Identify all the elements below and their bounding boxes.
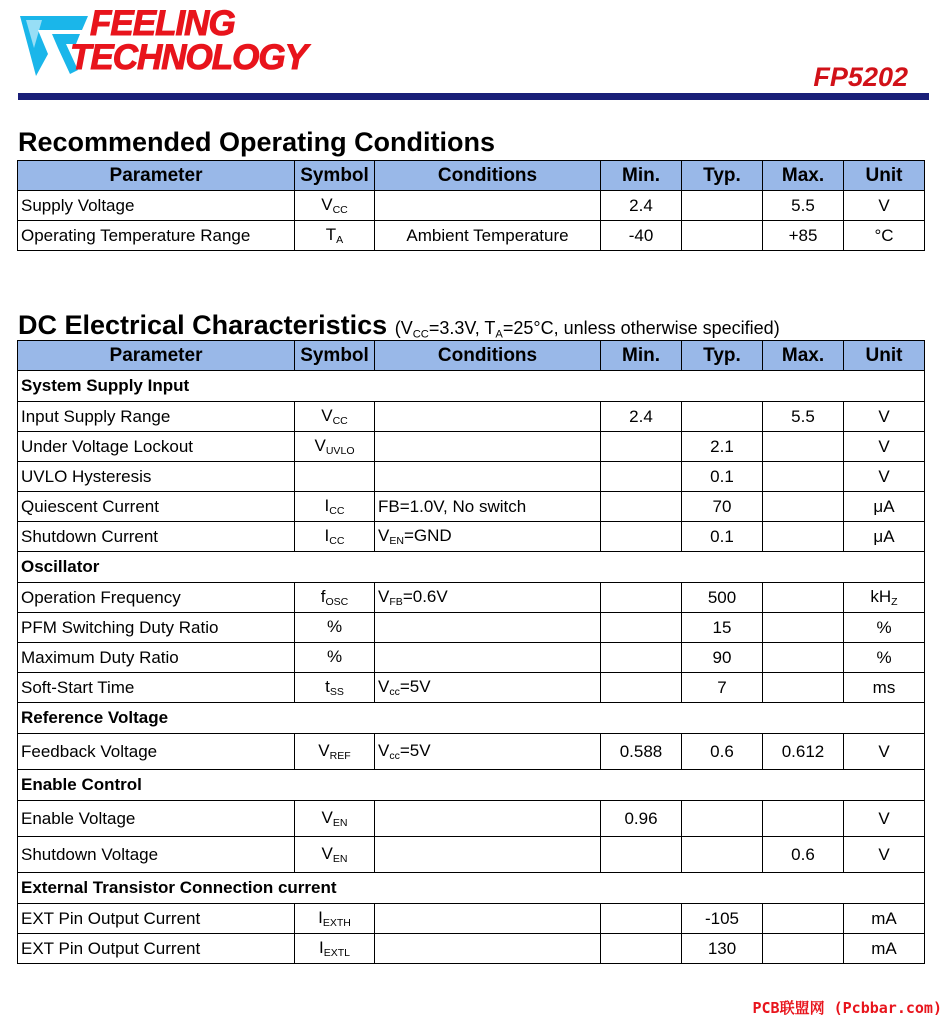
table-row xyxy=(18,583,925,613)
unit-main: V xyxy=(878,195,890,215)
param-cell: PFM Switching Duty Ratio xyxy=(18,613,295,643)
section-title-operating: Recommended Operating Conditions xyxy=(18,127,496,157)
symbol-cell xyxy=(295,402,375,432)
symbol-main: f xyxy=(320,586,326,606)
column-header: Parameter xyxy=(18,341,295,371)
min-cell xyxy=(601,432,682,462)
column-header: Typ. xyxy=(682,161,763,191)
table-header-row xyxy=(18,161,925,191)
typ-cell xyxy=(682,801,763,837)
conditions-rest: =GND xyxy=(403,525,452,545)
operating-conditions-table xyxy=(17,160,925,251)
dc-title-text: DC Electrical Characteristics xyxy=(18,310,388,340)
symbol-main: I xyxy=(324,525,330,545)
max-cell xyxy=(763,673,844,703)
symbol-cell xyxy=(295,801,375,837)
param-cell: Supply Voltage xyxy=(18,191,295,221)
unit-cell xyxy=(844,583,925,613)
symbol-sub: CC xyxy=(329,535,345,548)
max-cell xyxy=(763,904,844,934)
conditions-cell xyxy=(375,522,601,552)
watermark-text: PCB联盟网 (Pcbbar.com) xyxy=(752,999,942,1017)
symbol-main: V xyxy=(321,807,333,827)
typ-cell xyxy=(682,837,763,873)
unit-cell xyxy=(844,904,925,934)
symbol-sub: REF xyxy=(329,750,351,763)
unit-main: °C xyxy=(874,225,894,245)
section-title-dc xyxy=(18,310,780,341)
max-cell xyxy=(763,432,844,462)
typ-cell: 0.1 xyxy=(682,462,763,492)
unit-sub: Z xyxy=(891,596,898,609)
section-row xyxy=(18,552,925,583)
min-cell: 2.4 xyxy=(601,191,682,221)
column-header: Max. xyxy=(763,161,844,191)
symbol-cell xyxy=(295,673,375,703)
column-header: Typ. xyxy=(682,341,763,371)
symbol-main: V xyxy=(314,435,326,455)
min-cell xyxy=(601,934,682,964)
unit-main: mA xyxy=(871,908,897,928)
column-header: Parameter xyxy=(18,161,295,191)
unit-main: V xyxy=(878,808,890,828)
unit-main: V xyxy=(878,406,890,426)
symbol-cell xyxy=(295,904,375,934)
section-label: Oscillator xyxy=(18,552,925,583)
column-header: Max. xyxy=(763,341,844,371)
min-cell: 0.96 xyxy=(601,801,682,837)
max-cell: 5.5 xyxy=(763,402,844,432)
conditions-cell xyxy=(375,583,601,613)
conditions-sub: cc xyxy=(389,750,400,763)
param-cell: EXT Pin Output Current xyxy=(18,904,295,934)
symbol-main: V xyxy=(318,740,330,760)
dc-conditions-note: ($V_{CC}=3.3V$, $T_A=25^\circ C$, unless otherwise specified) xyxy=(394,318,780,341)
min-cell xyxy=(601,522,682,552)
unit-cell xyxy=(844,801,925,837)
symbol-cell xyxy=(295,734,375,770)
symbol-main: % xyxy=(326,646,343,666)
table-row xyxy=(18,837,925,873)
table-row xyxy=(18,221,925,251)
conditions-cell xyxy=(375,904,601,934)
conditions-main: V xyxy=(378,525,390,545)
max-cell xyxy=(763,492,844,522)
symbol-main: I xyxy=(318,937,324,957)
max-cell xyxy=(763,583,844,613)
symbol-cell xyxy=(295,643,375,673)
table-row xyxy=(18,904,925,934)
column-header: Unit xyxy=(844,341,925,371)
max-cell xyxy=(763,522,844,552)
unit-cell xyxy=(844,462,925,492)
conditions-cell xyxy=(375,673,601,703)
unit-cell xyxy=(844,402,925,432)
param-cell: Shutdown Current xyxy=(18,522,295,552)
conditions-cell xyxy=(375,734,601,770)
symbol-cell xyxy=(295,221,375,251)
typ-cell xyxy=(682,191,763,221)
symbol-sub: EN xyxy=(332,853,348,866)
conditions-rest: =0.6V xyxy=(402,586,448,606)
conditions-sub: FB xyxy=(389,596,403,609)
column-header: Conditions xyxy=(375,341,601,371)
max-cell xyxy=(763,643,844,673)
typ-cell: 70 xyxy=(682,492,763,522)
symbol-sub: CC xyxy=(332,204,348,217)
min-cell: 2.4 xyxy=(601,402,682,432)
max-cell xyxy=(763,613,844,643)
unit-main: V xyxy=(878,466,890,486)
symbol-main: % xyxy=(326,616,343,636)
table-row xyxy=(18,673,925,703)
unit-cell xyxy=(844,643,925,673)
symbol-main: I xyxy=(318,907,323,927)
unit-cell xyxy=(844,221,925,251)
symbol-cell xyxy=(295,837,375,873)
symbol-main: V xyxy=(321,405,333,425)
symbol-main: T xyxy=(325,224,337,244)
brand-line-2: TECHNOLOGY xyxy=(70,38,307,77)
symbol-main: V xyxy=(321,194,333,214)
section-label: Enable Control xyxy=(18,770,925,801)
unit-main: V xyxy=(878,844,890,864)
conditions-cell xyxy=(375,432,601,462)
param-cell: Enable Voltage xyxy=(18,801,295,837)
symbol-sub: EXTL xyxy=(323,947,351,960)
min-cell xyxy=(601,643,682,673)
table-row xyxy=(18,492,925,522)
typ-cell: 15 xyxy=(682,613,763,643)
min-cell xyxy=(601,904,682,934)
column-header: Symbol xyxy=(295,341,375,371)
max-cell xyxy=(763,934,844,964)
max-cell: 0.612 xyxy=(763,734,844,770)
conditions-cell xyxy=(375,643,601,673)
symbol-sub: SS xyxy=(329,686,344,699)
header-rule xyxy=(18,93,929,100)
min-cell xyxy=(601,492,682,522)
table-row xyxy=(18,934,925,964)
section-label: External Transistor Connection current xyxy=(18,873,925,904)
max-cell xyxy=(763,462,844,492)
table-row xyxy=(18,402,925,432)
symbol-cell xyxy=(295,462,375,492)
min-cell xyxy=(601,462,682,492)
typ-cell: -105 xyxy=(682,904,763,934)
min-cell xyxy=(601,837,682,873)
section-row xyxy=(18,770,925,801)
symbol-cell xyxy=(295,583,375,613)
conditions-main: FB=1.0V, No switch xyxy=(378,496,527,516)
part-number: FP5202 xyxy=(813,62,908,92)
symbol-sub: EXTH xyxy=(322,917,351,930)
param-cell: Under Voltage Lockout xyxy=(18,432,295,462)
conditions-cell xyxy=(375,492,601,522)
section-row xyxy=(18,873,925,904)
conditions-rest: =5V xyxy=(399,676,431,696)
conditions-cell xyxy=(375,402,601,432)
conditions-main: V xyxy=(378,676,390,696)
section-row xyxy=(18,703,925,734)
symbol-sub: EN xyxy=(332,817,348,830)
unit-cell xyxy=(844,522,925,552)
symbol-cell xyxy=(295,522,375,552)
column-header: Symbol xyxy=(295,161,375,191)
column-header: Conditions xyxy=(375,161,601,191)
conditions-main: Ambient Temperature xyxy=(406,225,569,245)
typ-cell: 0.1 xyxy=(682,522,763,552)
section-row xyxy=(18,371,925,402)
typ-cell xyxy=(682,402,763,432)
unit-main: ms xyxy=(872,677,896,697)
conditions-rest: =5V xyxy=(399,740,431,760)
symbol-cell xyxy=(295,432,375,462)
min-cell: -40 xyxy=(601,221,682,251)
unit-main: kH xyxy=(870,586,892,606)
table-header-row xyxy=(18,341,925,371)
conditions-cell xyxy=(375,801,601,837)
param-cell: Input Supply Range xyxy=(18,402,295,432)
min-cell xyxy=(601,613,682,643)
param-cell: Shutdown Voltage xyxy=(18,837,295,873)
min-cell xyxy=(601,583,682,613)
symbol-cell xyxy=(295,613,375,643)
column-header: Min. xyxy=(601,341,682,371)
unit-cell xyxy=(844,492,925,522)
unit-main: V xyxy=(878,741,890,761)
conditions-cell xyxy=(375,191,601,221)
table-row xyxy=(18,191,925,221)
unit-main: mA xyxy=(871,938,897,958)
symbol-main: t xyxy=(325,676,330,696)
unit-cell xyxy=(844,837,925,873)
symbol-sub: CC xyxy=(329,505,345,518)
typ-cell: 90 xyxy=(682,643,763,673)
unit-main: % xyxy=(876,647,892,667)
param-cell: EXT Pin Output Current xyxy=(18,934,295,964)
unit-main: μA xyxy=(873,526,895,546)
symbol-sub: OSC xyxy=(325,596,349,609)
param-cell: Operating Temperature Range xyxy=(18,221,295,251)
symbol-main: I xyxy=(324,495,330,515)
conditions-cell xyxy=(375,837,601,873)
conditions-sub: cc xyxy=(389,686,400,699)
symbol-cell xyxy=(295,934,375,964)
company-logo xyxy=(18,4,338,86)
unit-cell xyxy=(844,432,925,462)
table-row xyxy=(18,734,925,770)
param-cell: Operation Frequency xyxy=(18,583,295,613)
min-cell xyxy=(601,673,682,703)
conditions-cell xyxy=(375,613,601,643)
section-label: System Supply Input xyxy=(18,371,925,402)
unit-cell xyxy=(844,613,925,643)
table-row xyxy=(18,432,925,462)
param-cell: Maximum Duty Ratio xyxy=(18,643,295,673)
max-cell: 0.6 xyxy=(763,837,844,873)
min-cell: 0.588 xyxy=(601,734,682,770)
unit-cell xyxy=(844,734,925,770)
unit-cell xyxy=(844,673,925,703)
unit-cell xyxy=(844,934,925,964)
table-row xyxy=(18,801,925,837)
conditions-sub: EN xyxy=(389,535,404,548)
table-row xyxy=(18,462,925,492)
symbol-cell xyxy=(295,492,375,522)
typ-cell: 2.1 xyxy=(682,432,763,462)
conditions-cell xyxy=(375,221,601,251)
max-cell: 5.5 xyxy=(763,191,844,221)
unit-main: % xyxy=(876,617,892,637)
table-row xyxy=(18,522,925,552)
symbol-cell xyxy=(295,191,375,221)
param-cell: UVLO Hysteresis xyxy=(18,462,295,492)
param-cell: Quiescent Current xyxy=(18,492,295,522)
table-row xyxy=(18,613,925,643)
brand-line-1: FEELING xyxy=(90,4,235,43)
unit-main: V xyxy=(878,436,890,456)
symbol-sub: CC xyxy=(332,415,348,428)
unit-cell xyxy=(844,191,925,221)
typ-cell: 0.6 xyxy=(682,734,763,770)
column-header: Unit xyxy=(844,161,925,191)
conditions-cell xyxy=(375,934,601,964)
typ-cell: 500 xyxy=(682,583,763,613)
typ-cell xyxy=(682,221,763,251)
dc-characteristics-table xyxy=(17,340,925,964)
symbol-sub: A xyxy=(336,234,344,247)
typ-cell: 7 xyxy=(682,673,763,703)
conditions-cell xyxy=(375,462,601,492)
conditions-main: V xyxy=(378,586,390,606)
column-header: Min. xyxy=(601,161,682,191)
conditions-main: V xyxy=(378,740,390,760)
param-cell: Soft-Start Time xyxy=(18,673,295,703)
symbol-sub: UVLO xyxy=(325,445,355,458)
table-row xyxy=(18,643,925,673)
max-cell xyxy=(763,801,844,837)
max-cell: +85 xyxy=(763,221,844,251)
typ-cell: 130 xyxy=(682,934,763,964)
section-label: Reference Voltage xyxy=(18,703,925,734)
param-cell: Feedback Voltage xyxy=(18,734,295,770)
unit-main: μA xyxy=(873,496,895,516)
symbol-main: V xyxy=(321,843,333,863)
